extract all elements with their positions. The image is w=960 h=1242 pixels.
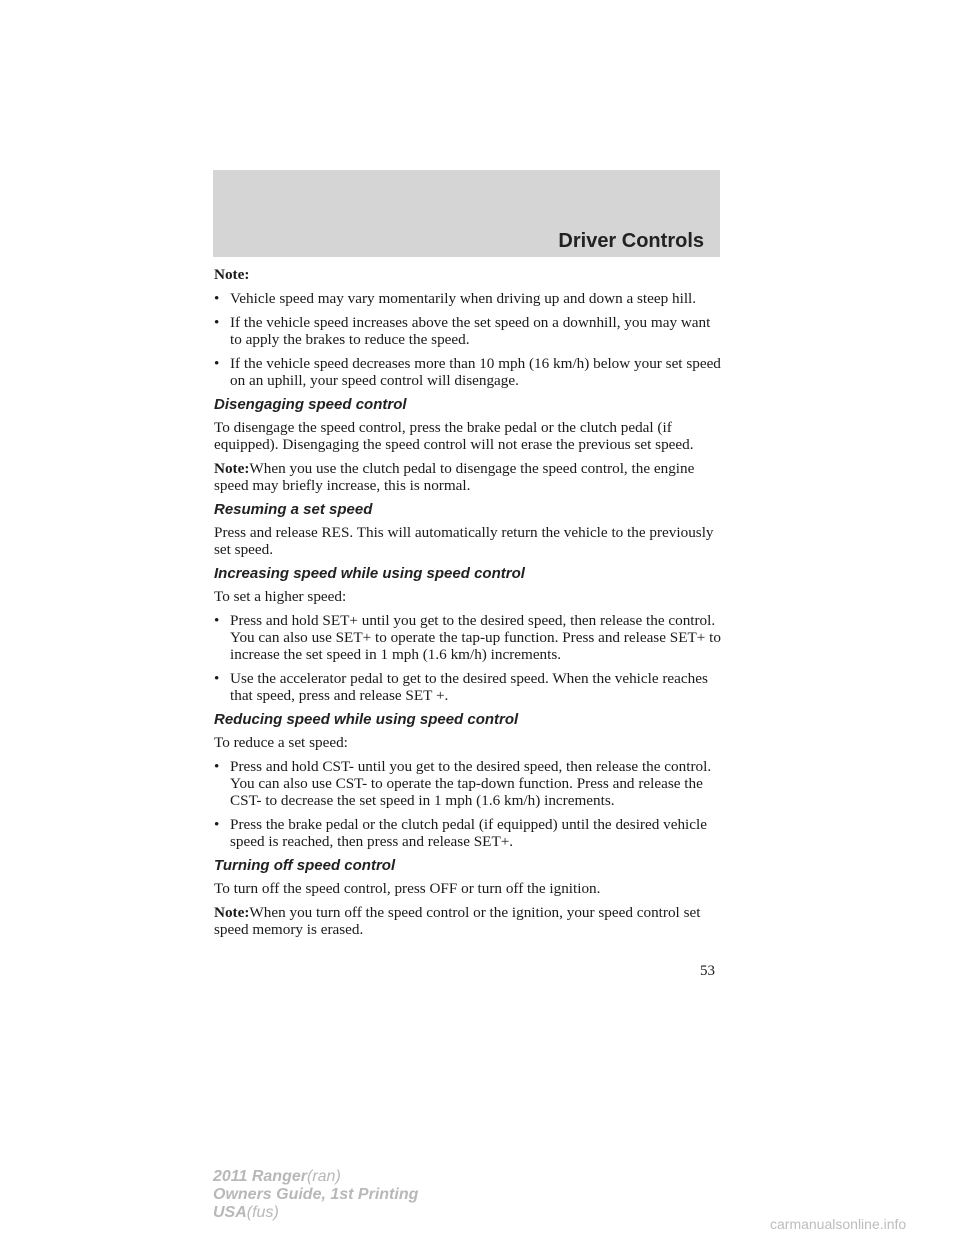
section-header-band <box>213 170 720 257</box>
section-heading-reducing: Reducing speed while using speed control <box>214 711 519 728</box>
paragraph: To turn off the speed control, press OFF or turn off the ignition. <box>214 880 601 897</box>
note-paragraph: Note:When you turn off the speed control or the ignition, your speed control set speed memory is erased. <box>214 904 701 938</box>
reducing-bullet-list <box>214 758 724 850</box>
list-item: • If the vehicle speed increases above the set speed on a downhill, you may want to apply the brakes to reduce the speed. <box>214 314 711 348</box>
note-label: Note: <box>214 266 250 283</box>
note-label: Note: <box>214 460 250 477</box>
footer-line-1: 2011 Ranger(ran) <box>213 1168 341 1185</box>
section-heading-disengaging: Disengaging speed control <box>214 396 407 413</box>
bullet-icon: • <box>214 816 220 833</box>
note-paragraph: Note:When you use the clutch pedal to disengage the speed control, the engine speed may briefly increase, this is normal. <box>214 460 695 494</box>
list-item: • Press the brake pedal or the clutch pedal (if equipped) until the desired vehicle speed is reached, then press and release SET+. <box>214 816 707 850</box>
list-item: • Use the accelerator pedal to get to the desired speed. When the vehicle reaches that speed, press and release SET +. <box>214 670 708 704</box>
paragraph: To reduce a set speed: <box>214 734 348 751</box>
list-item: • Vehicle speed may vary momentarily when driving up and down a steep hill. <box>214 290 697 307</box>
increasing-bullet-list <box>214 612 724 704</box>
paragraph: To disengage the speed control, press the brake pedal or the clutch pedal (if equipped). Disengaging the speed control will not erase the previous set speed. <box>214 419 694 453</box>
bullet-icon: • <box>214 290 220 307</box>
note-bullet-list <box>214 290 724 389</box>
section-heading-resuming: Resuming a set speed <box>214 501 373 518</box>
section-title: Driver Controls <box>558 230 704 252</box>
footer-line-3: USA(fus) <box>213 1204 279 1221</box>
bullet-icon: • <box>214 670 220 687</box>
page-content <box>214 266 724 945</box>
note-label: Note: <box>214 904 250 921</box>
print-footer <box>213 1168 418 1222</box>
list-item: • If the vehicle speed decreases more than 10 mph (16 km/h) below your set speed on an uphill, your speed control will disengage. <box>214 355 721 389</box>
page-number: 53 <box>700 963 715 979</box>
paragraph: Press and release RES. This will automatically return the vehicle to the previously set speed. <box>214 524 714 558</box>
section-heading-turning-off: Turning off speed control <box>214 857 396 874</box>
list-item: • Press and hold CST- until you get to the desired speed, then release the control. You can also use CST- to operate the tap-down function. Press and release the CST- to decrease the set speed in 1 mph (1.6 km/h) increments. <box>214 758 712 809</box>
paragraph: To set a higher speed: <box>214 588 347 605</box>
list-item: • Press and hold SET+ until you get to the desired speed, then release the control. You can also use SET+ to operate the tap-up function. Press and release SET+ to increase the set speed in 1 mph (1.6 km/h) increments. <box>214 612 721 663</box>
bullet-icon: • <box>214 758 220 775</box>
footer-line-2: Owners Guide, 1st Printing <box>213 1186 419 1203</box>
bullet-icon: • <box>214 355 220 372</box>
bullet-icon: • <box>214 612 220 629</box>
section-heading-increasing: Increasing speed while using speed control <box>214 565 525 582</box>
bullet-icon: • <box>214 314 220 331</box>
watermark: carmanualsonline.info <box>770 1216 907 1232</box>
